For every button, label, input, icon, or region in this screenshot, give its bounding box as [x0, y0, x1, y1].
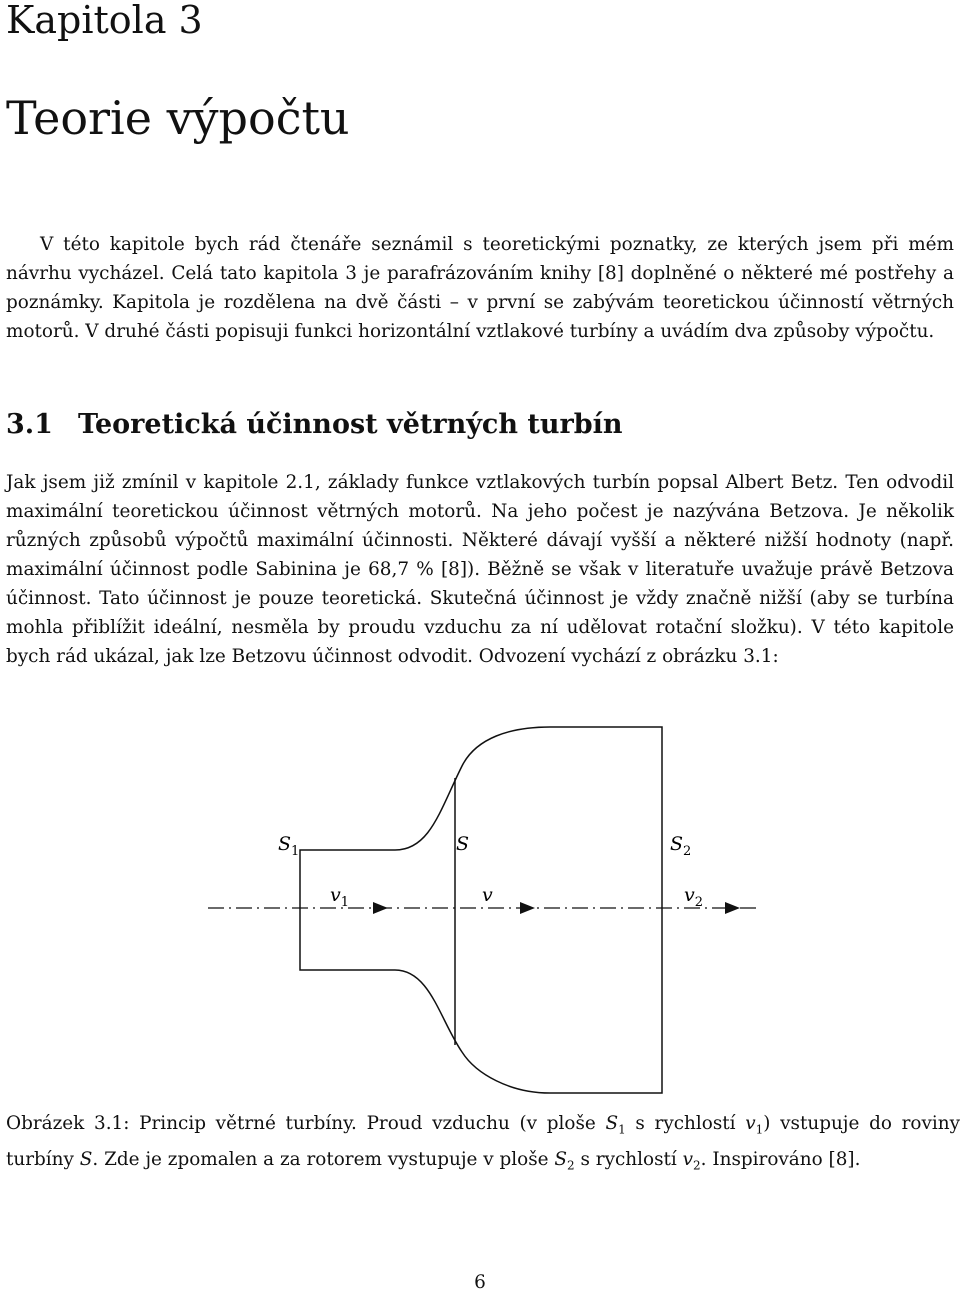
chapter-title: Teorie výpočtu [6, 91, 350, 145]
label-v2: $v_2$ [684, 884, 704, 910]
stream-tube-top [300, 727, 662, 912]
label-v1: $v_1$ [330, 884, 350, 910]
figure-caption: Obrázek 3.1: Princip větrné turbíny. Proud vzduchu (v ploše $S_1$ s rychlostí $v_1$) vstupuje do roviny turbíny S. Zde je zpomalen a za rotorem vystupuje v ploše $S_2$ s rychlostí $v_2$. Inspirováno [8]. [6, 1113, 960, 1173]
section-heading [6, 408, 622, 442]
section-number: 3.1 [6, 409, 53, 440]
section-title: Teoretická účinnost větrných turbín [78, 409, 623, 440]
label-v: v [482, 884, 493, 906]
chapter-label: Kapitola 3 [6, 0, 203, 42]
intro-paragraph: V této kapitole bych rád čtenáře seznámil s teoretickými poznatky, ze kterých jsem při mém návrhu vycházel. Celá tato kapitola 3 je parafrázováním knihy [8] doplněné o některé mé postřehy a poznámky. Kapitola je rozdělena na dvě části – v první se zabývám teoretickou účinností větrných motorů. V druhé části popisuji funkci horizontální vztlakové turbíny a uvádím dva způsoby výpočtu. [6, 234, 954, 342]
label-s: S [456, 833, 470, 855]
wind-turbine-figure [0, 710, 960, 1100]
label-s1: $S_1$ [278, 833, 300, 859]
arrow-v [520, 902, 535, 914]
page-number: 6 [474, 1272, 486, 1293]
arrow-v2 [725, 902, 740, 914]
label-s2: $S_2$ [670, 833, 692, 859]
stream-tube-bottom [300, 912, 662, 1093]
section-paragraph: Jak jsem již zmínil v kapitole 2.1, základy funkce vztlakových turbín popsal Albert Betz. Ten odvodil maximální teoretickou účinnost větrných motorů. Na jeho počest je nazývána Betzova. Je několik různých způsobů výpočtů maximální účinnosti. Některé dávají vyšší a některé nižší hodnoty (např. maximální účinnost podle Sabinina je 68,7 % [8]). Běžně se však v literatuře uvažuje právě Betzova účinnost. Tato účinnost je pouze teoretická. Skutečná účinnost je vždy značně nižší (aby se turbína mohla přiblížit ideální, nesměla by proudu vzduchu za ní udělovat rotační složku). V této kapitole bych rád ukázal, jak lze Betzovu účinnost odvodit. Odvození vychází z obrázku 3.1: [6, 472, 954, 667]
arrow-v1 [373, 902, 388, 914]
